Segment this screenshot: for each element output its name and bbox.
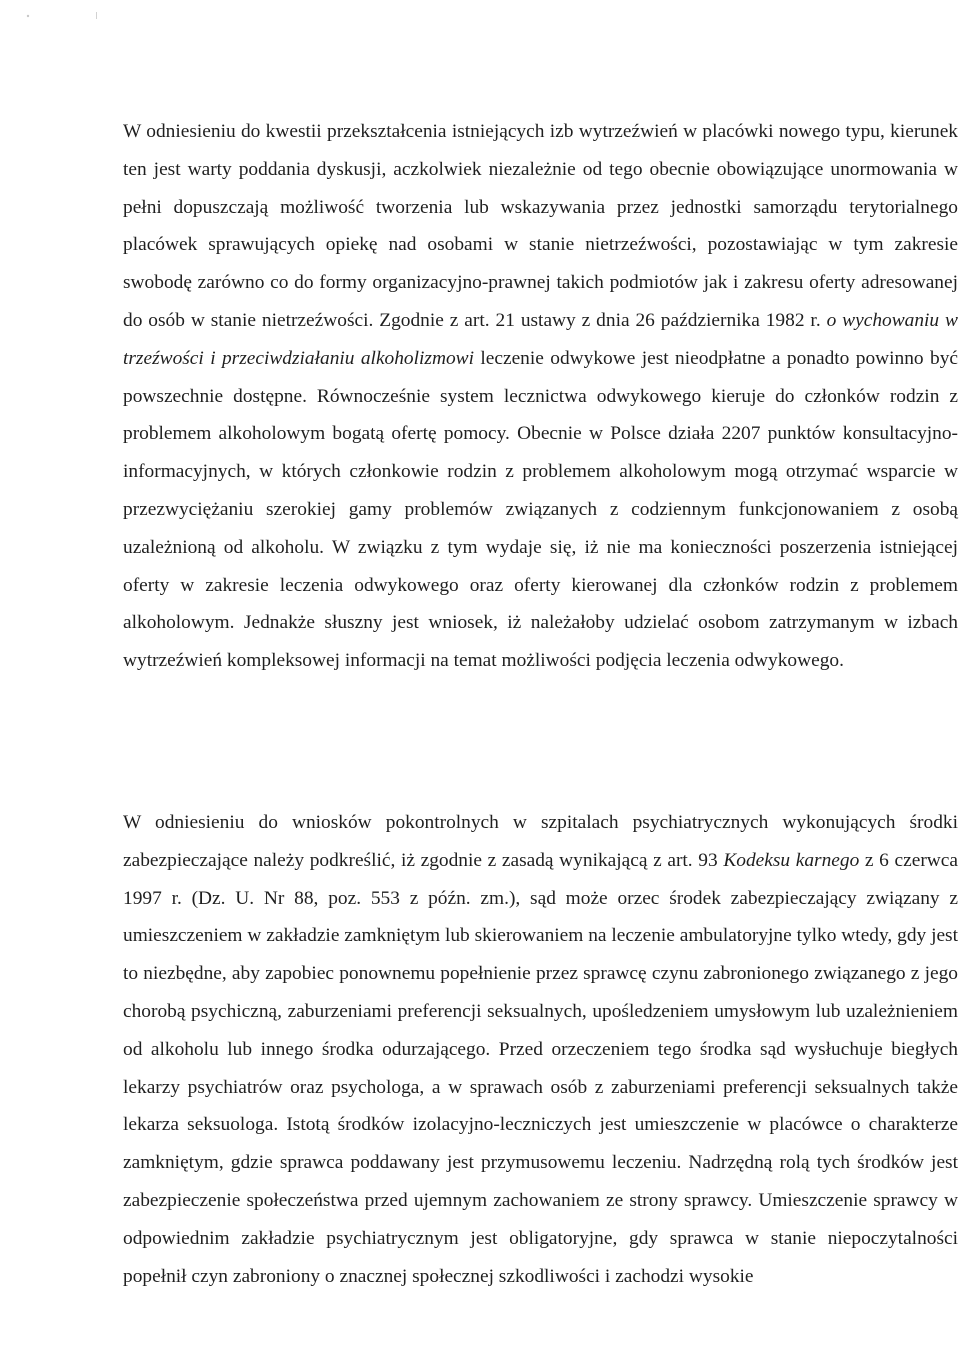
scan-artifact-marks [0,0,140,30]
paragraph-2-segment-3: z 6 czerwca 1997 r. (Dz. U. Nr 88, poz. 553 z późn. zm.), sąd może orzec środek zabezpieczający związany z umieszczeniem w zakładzie zamkniętym lub skierowaniem na leczenie ambulatoryjne tylko wtedy, gdy jest to niezbędne, aby zapobiec ponownemu popełnienie przez sprawcę czynu zabronionego związanego z jego chorobą psychiczną, zaburzeniami preferencji seksualnych, upośledzeniem umysłowym lub uzależnieniem od alkoholu lub innego środka odurzającego. Przed orzeczeniem tego środka sąd wysłuchuje biegłych lekarzy psychiatrów oraz psychologa, a w sprawach osób z zaburzeniami preferencji seksualnych także lekarza seksuologa. Istotą środków izolacyjno-leczniczych jest umieszczenie w placówce o charakterze zamkniętym, gdzie sprawca poddawany jest przymusowemu leczeniu. Nadrzędną rolą tych środków jest zabezpieczenie społeczeństwa przed ujemnym zachowaniem ze strony sprawcy. Umieszczenie sprawcy w odpowiednim zakładzie psychiatrycznym jest obligatoryjne, gdy sprawca w stanie niepoczytalności popełnił czyn zabroniony o znacznej społecznej szkodliwości i zachodzi wysokie [123,849,958,1287]
statute-title-italic: o wychowaniu w trzeźwości i przeciwdziałaniu alkoholizmowi [123,309,958,369]
code-title-italic: Kodeksu karnego [723,849,860,871]
paragraph-text [123,113,958,680]
paragraph-1-segment-1: W odniesieniu do kwestii przekształcenia istniejących izb wytrzeźwień w placówki nowego typu, kierunek ten jest warty poddania dyskusji, aczkolwiek niezależnie od tego obecnie obowiązujące unormowania w pełni dopuszczają możliwość tworzenia lub wskazywania przez jednostki samorządu terytorialnego placówek sprawujących opiekę nad osobami w stanie nietrzeźwości, pozostawiając w tym zakresie swobodę zarówno co do formy organizacyjno-prawnej takich podmiotów jak i zakresu oferty adresowanej do osób w stanie nietrzeźwości. Zgodnie z art. 21 ustawy z dnia 26 października 1982 r. [123,121,958,331]
document-paragraph-1 [123,113,958,680]
document-paragraph-2 [123,804,958,1295]
paragraph-text [123,804,958,1295]
paragraph-2-segment-1: W odniesieniu do wniosków pokontrolnych w szpitalach psychiatrycznych wykonujących środki zabezpieczające należy podkreślić, iż zgodnie z zasadą wynikającą z art. 93 [123,812,958,871]
paragraph-1-segment-3: leczenie odwykowe jest nieodpłatne a ponadto powinno być powszechnie dostępne. Równocześnie system lecznictwa odwykowego kieruje do członków rodzin z problemem alkoholowym bogatą ofertę pomocy. Obecnie w Polsce działa 2207 punktów konsultacyjno-informacyjnych, w których członkowie rodzin z problemem alkoholowym mogą otrzymać wsparcie w przezwyciężaniu szerokiej gamy problemów związanych z codziennym funkcjonowaniem z osobą uzależnioną od alkoholu. W związku z tym wydaje się, iż nie ma konieczności poszerzenia istniejącej oferty w zakresie leczenia odwykowego oraz oferty kierowanej dla członków rodzin z problemem alkoholowym. Jednakże słuszny jest wniosek, iż należałoby udzielać osobom zatrzymanym w izbach wytrzeźwień kompleksowej informacji na temat możliwości podjęcia leczenia odwykowego. [123,347,959,672]
